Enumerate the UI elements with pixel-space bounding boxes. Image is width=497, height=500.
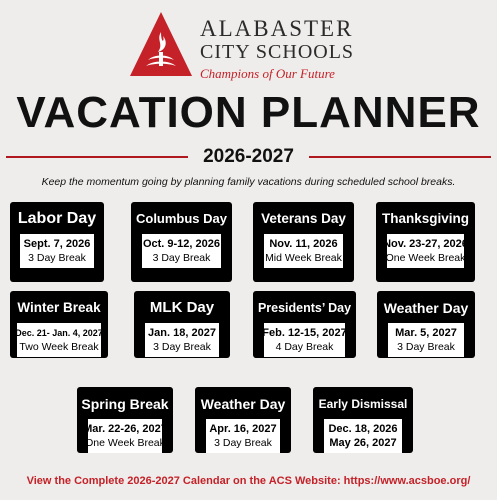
calendar-link[interactable]: View the Complete 2026-2027 Calendar on the ACS Website: https://www.acsboe.org/ bbox=[26, 475, 471, 487]
break-card-labor-day bbox=[10, 202, 104, 282]
break-name: Labor Day bbox=[17, 210, 97, 227]
divider-right bbox=[309, 156, 491, 158]
break-details bbox=[324, 419, 402, 453]
break-card-early-dismissal bbox=[313, 387, 413, 453]
flame-triangle-icon bbox=[128, 10, 194, 78]
break-date: Feb. 12-15, 2027 bbox=[262, 327, 347, 339]
break-name: Weather Day bbox=[200, 396, 286, 412]
break-length: 4 Day Break bbox=[275, 341, 334, 353]
break-date: Sept. 7, 2026 bbox=[23, 238, 91, 250]
divider-left bbox=[6, 156, 188, 158]
break-details bbox=[383, 234, 468, 268]
break-date: Mar. 5, 2027 bbox=[395, 327, 457, 339]
break-card-mlk-day bbox=[134, 291, 230, 358]
break-length: 3 Day Break bbox=[152, 252, 211, 264]
break-card-weather-day-april bbox=[195, 387, 291, 453]
break-details bbox=[388, 323, 464, 357]
intro-text: Keep the momentum going by planning family vacations during scheduled school breaks. bbox=[41, 176, 456, 188]
break-card-veterans-day bbox=[253, 202, 354, 282]
break-name: Spring Break bbox=[81, 396, 169, 412]
break-details bbox=[83, 419, 167, 453]
break-card-spring-break bbox=[77, 387, 173, 453]
break-name: Winter Break bbox=[17, 300, 101, 315]
break-details bbox=[145, 323, 220, 357]
break-date-second: May 26, 2027 bbox=[329, 437, 397, 449]
break-name: Columbus Day bbox=[135, 211, 227, 226]
break-name: Veterans Day bbox=[261, 211, 346, 226]
break-details bbox=[20, 234, 93, 268]
page-title: VACATION PLANNER bbox=[16, 88, 481, 137]
break-name: Thanksgiving bbox=[381, 211, 469, 226]
school-year: 2026-2027 bbox=[203, 146, 294, 167]
break-card-thanksgiving bbox=[376, 202, 475, 282]
break-date: Dec. 18, 2026 bbox=[328, 423, 398, 435]
break-card-weather-day-march bbox=[377, 291, 475, 358]
logo-name-line1: ALABASTER bbox=[200, 16, 354, 41]
break-length: One Week Break bbox=[85, 437, 165, 449]
break-details bbox=[142, 234, 221, 268]
break-length: One Week Break bbox=[385, 252, 466, 264]
break-date: Apr. 16, 2027 bbox=[209, 423, 277, 435]
break-details bbox=[206, 419, 281, 453]
logo-name-line2: CITY SCHOOLS bbox=[200, 41, 355, 63]
break-length: 3 Day Break bbox=[28, 252, 86, 264]
break-name: Presidents’ Day bbox=[257, 301, 352, 315]
break-date: Nov. 11, 2026 bbox=[269, 238, 338, 250]
break-length: 3 Day Break bbox=[397, 341, 455, 353]
break-date: Dec. 21- Jan. 4, 2027 bbox=[15, 328, 103, 338]
break-date: Jan. 18, 2027 bbox=[148, 327, 216, 339]
break-card-columbus-day bbox=[131, 202, 232, 282]
break-date: Nov. 23-27, 2026 bbox=[383, 238, 468, 250]
break-length: 3 Day Break bbox=[214, 437, 272, 449]
logo-tagline: Champions of Our Future bbox=[200, 66, 335, 81]
break-name: Weather Day bbox=[383, 300, 469, 316]
break-length: Two Week Break bbox=[19, 341, 99, 353]
break-date: Oct. 9-12, 2026 bbox=[142, 238, 221, 250]
district-logo bbox=[128, 10, 368, 82]
break-details bbox=[262, 323, 347, 357]
break-card-presidents-day bbox=[253, 291, 356, 358]
break-length: 3 Day Break bbox=[153, 341, 211, 353]
break-name: Early Dismissal bbox=[318, 397, 408, 411]
break-details bbox=[264, 234, 343, 268]
break-name: MLK Day bbox=[149, 299, 215, 316]
break-date: Mar. 22-26, 2027 bbox=[83, 423, 167, 435]
break-card-winter-break bbox=[10, 291, 108, 358]
break-length: Mid Week Break bbox=[265, 252, 342, 264]
break-details bbox=[17, 323, 101, 357]
